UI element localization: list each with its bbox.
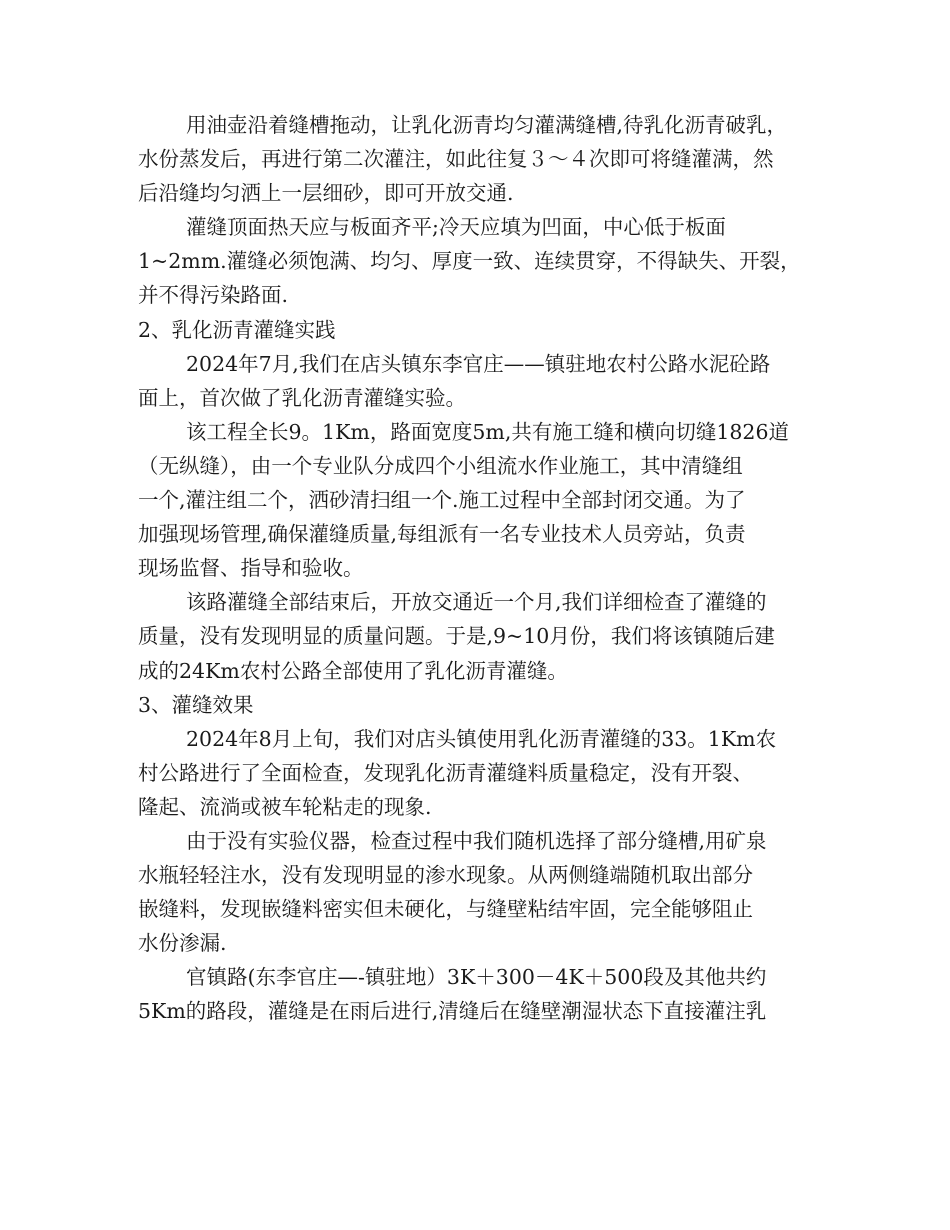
section-heading: 3、灌缝效果 (138, 692, 254, 717)
text-line: 水瓶轻轻注水，没有发现明显的渗水现象。从两侧缝端随机取出部分 (138, 863, 753, 888)
text-line: 现场监督、指导和验收。 (138, 556, 364, 581)
text-line: 水份渗漏. (138, 931, 227, 956)
paragraph (138, 210, 818, 312)
section-heading: 2、乳化沥青灌缝实践 (138, 317, 336, 342)
text-line: 水份蒸发后，再进行第二次灌注，如此往复３～４次即可将缝灌满，然 (138, 147, 774, 172)
paragraph (138, 108, 818, 210)
text-line: 1~2mm.灌缝必须饱满、均匀、厚度一致、连续贯穿，不得缺失、开裂， (138, 249, 801, 274)
paragraph (138, 415, 818, 585)
text-line: 2024年7月,我们在店头镇东李官庄——镇驻地农村公路水泥砼路 (186, 351, 771, 376)
text-line: 面上，首次做了乳化沥青灌缝实验。 (138, 385, 466, 410)
text-line: 2024年8月上旬，我们对店头镇使用乳化沥青灌缝的33。1Km农 (186, 726, 777, 751)
paragraph (138, 960, 818, 1028)
text-line: 成的24Km农村公路全部使用了乳化沥青灌缝。 (138, 658, 568, 683)
text-line: 隆起、流淌或被车轮粘走的现象. (138, 794, 432, 819)
document-body (138, 108, 818, 1029)
text-line: 用油壶沿着缝槽拖动，让乳化沥青均匀灌满缝槽,待乳化沥青破乳， (186, 113, 788, 137)
text-line: 并不得污染路面. (138, 283, 289, 308)
text-line: 嵌缝料，发现嵌缝料密实但未硬化，与缝壁粘结牢固，完全能够阻止 (138, 897, 753, 922)
text-line: 质量，没有发现明显的质量问题。于是,9~10月份，我们将该镇随后建 (138, 624, 775, 649)
text-line: 村公路进行了全面检查，发现乳化沥青灌缝料质量稳定，没有开裂、 (138, 760, 753, 785)
paragraph (138, 347, 818, 415)
text-line: （无纵缝），由一个专业队分成四个小组流水作业施工，其中清缝组 (138, 453, 743, 478)
text-line: 该路灌缝全部结束后，开放交通近一个月,我们详细检查了灌缝的 (186, 590, 767, 615)
paragraph (138, 824, 818, 960)
text-line: 由于没有实验仪器，检查过程中我们随机选择了部分缝槽,用矿泉 (186, 828, 767, 853)
text-line: 灌缝顶面热天应与板面齐平;冷天应填为凹面，中心低于板面 (186, 215, 726, 240)
text-line: 该工程全长9。1Km，路面宽度5m,共有施工缝和横向切缝1826道 (186, 419, 790, 444)
text-line: 5Km的路段，灌缝是在雨后进行,清缝后在缝壁潮湿状态下直接灌注乳 (138, 999, 767, 1024)
text-line: 后沿缝均匀洒上一层细砂，即可开放交通. (138, 181, 514, 206)
paragraph (138, 585, 818, 687)
text-line: 一个,灌注组二个，洒砂清扫组一个.施工过程中全部封闭交通。为了 (138, 488, 746, 513)
text-line: 加强现场管理,确保灌缝质量,每组派有一名专业技术人员旁站，负责 (138, 522, 746, 547)
paragraph (138, 722, 818, 824)
text-line: 官镇路(东李官庄—-镇驻地）3K＋300－4K＋500段及其他共约 (186, 965, 767, 990)
